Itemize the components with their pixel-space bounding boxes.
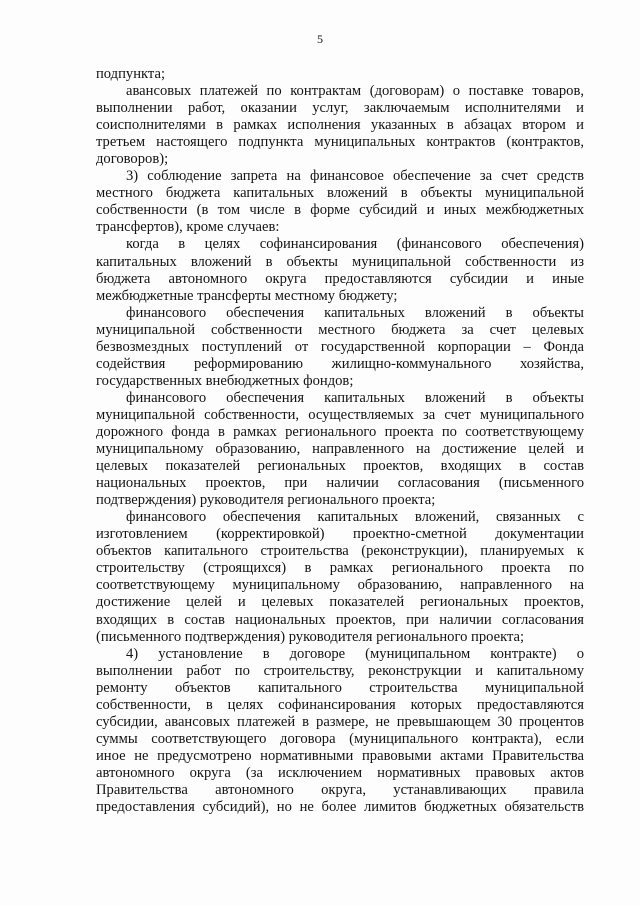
text-line: муниципальной собственности местного бюджета за счет целевых — [96, 321, 584, 338]
text-line: субсидии, авансовых платежей в размере, не превышающем 30 процентов — [96, 713, 584, 730]
text-line: национальных проектов, при наличии согласования (письменного — [96, 475, 584, 492]
text-line: изготовлением (корректировкой) проектно-сметной документации — [96, 526, 584, 543]
document-body — [96, 66, 584, 816]
text-line: строительству (строящихся) в рамках регионального проекта по — [96, 560, 584, 577]
text-line: трансфертов), кроме случаев: — [96, 219, 280, 236]
page-number: 5 — [317, 32, 323, 46]
text-line: соисполнителями в рамках исполнения указанных в абзацах втором и — [96, 117, 584, 134]
text-line: когда в целях софинансирования (финансового обеспечения) — [126, 236, 584, 253]
text-line: финансового обеспечения капитальных вложений, связанных с — [126, 509, 584, 526]
text-line: собственности (в том числе в форме субсидий и иных межбюджетных — [96, 202, 584, 219]
text-line: финансового обеспечения капитальных вложений в объекты — [126, 389, 584, 406]
text-line: третьем настоящего подпункта муниципальных контрактов (контрактов, — [96, 134, 584, 151]
text-line: подтверждения) руководителя регионального проекта; — [96, 492, 436, 509]
text-line: безвозмездных поступлений от государственной корпорации – Фонда — [96, 338, 584, 355]
text-line: финансового обеспечения капитальных вложений в объекты — [126, 304, 584, 321]
text-line: входящих в состав национальных проектов, при наличии согласования — [96, 611, 584, 628]
text-line: автономного округа (за исключением нормативных правовых актов — [96, 764, 584, 781]
text-line: соответствующему муниципальному образованию, направленного на — [96, 577, 584, 594]
text-line: бюджета автономного округа предоставляются субсидии и иные — [96, 270, 584, 287]
text-line: местного бюджета капитальных вложений в объекты муниципальной — [96, 185, 584, 202]
text-line: иное не предусмотрено нормативными правовыми актами Правительства — [96, 747, 584, 764]
text-line: собственности, в целях софинансирования которых предоставляются — [96, 696, 584, 713]
text-line: муниципальной собственности, осуществляемых за счет муниципального — [96, 406, 584, 423]
text-line: Правительства автономного округа, устанавливающих правила — [96, 781, 584, 798]
text-line: суммы соответствующего договора (муниципального контракта), если — [96, 730, 584, 747]
text-line: выполнении работ по строительству, реконструкции и капитальному — [96, 662, 584, 679]
text-line: 4) установление в договоре (муниципальном контракте) о — [126, 645, 584, 662]
text-line: договоров); — [96, 151, 169, 168]
text-line: ремонту объектов капитального строительства муниципальной — [96, 679, 584, 696]
text-line: (письменного подтверждения) руководителя регионального проекта; — [96, 628, 525, 645]
text-line: целевых показателей региональных проектов, входящих в состав — [96, 458, 584, 475]
text-line: государственных внебюджетных фондов; — [96, 372, 354, 389]
text-line: содействия реформированию жилищно-коммунального хозяйства, — [96, 355, 584, 372]
text-line: авансовых платежей по контрактам (договорам) о поставке товаров, — [126, 83, 584, 100]
text-line: межбюджетные трансферты местному бюджету; — [96, 287, 398, 304]
text-line: выполнении работ, оказании услуг, заключаемым исполнителями и — [96, 100, 584, 117]
text-line: объектов капитального строительства (реконструкции), планируемых к — [96, 543, 584, 560]
text-line: подпункта; — [96, 66, 166, 82]
text-line: муниципальному образованию, направленного на достижение целей и — [96, 441, 584, 458]
text-line: 3) соблюдение запрета на финансовое обеспечение за счет средств — [126, 168, 584, 185]
text-line: капитальных вложений в объекты муниципальной собственности из — [96, 253, 584, 270]
text-line: предоставления субсидий), но не более лимитов бюджетных обязательств — [96, 799, 584, 816]
text-line: дорожного фонда в рамках регионального проекта по соответствующему — [96, 423, 584, 440]
text-line: достижение целей и целевых показателей региональных проектов, — [96, 594, 584, 611]
